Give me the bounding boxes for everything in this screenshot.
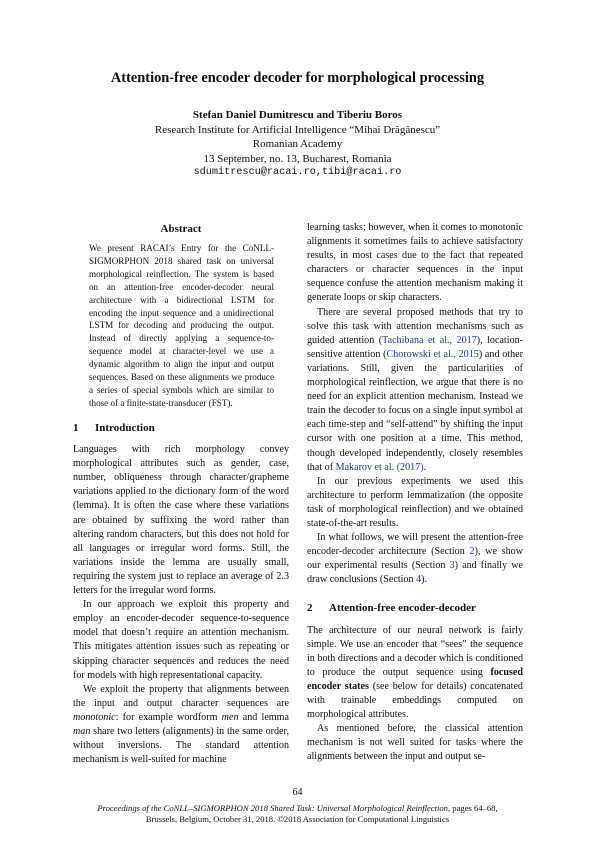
example-men: men xyxy=(221,711,239,723)
text-span: ). xyxy=(421,574,427,586)
abstract-heading: Abstract xyxy=(160,223,202,235)
text-span: We exploit the property that alignments between the input and output character sequences are xyxy=(73,683,289,709)
abstract-text: We present RACAI’s Entry for the CoNLL-SIGMORPHON 2018 shared task on universal morphological reinflection. The system is based on an attention-free encoder-decoder neural architecture with a bidirectional LSTM for encoding the input sequence and a unidirectional LSTM for decoding and producing the output. Instead of directly applying a sequence-to-sequence model at character-level we use a dynamic algorithm to align the input and output sequences. Based on these alignments we produce a series of special symbols which are similar to those of a finite-state-transducer (FST). xyxy=(89,243,274,408)
text-span: There are several proposed methods that try to solve this task with attention mechanisms such as guided attention ( xyxy=(307,306,523,346)
intro-paragraph-3 xyxy=(73,683,289,768)
intro-paragraph-4: learning tasks; however, when it comes to monotonic alignments it sometimes fails to achieve satisfactory results, in most cases due to the fact that repeated characters or character sequences in the input sequence confuse the attention mechanism making it generate loops or skip characters. xyxy=(307,222,523,304)
text-span: ), we show our experimental results (Section xyxy=(307,546,523,572)
section-heading-architecture xyxy=(307,601,523,615)
intro-paragraph-2: In our approach we exploit this property and employ an encoder-decoder sequence-to-sequence model that doesn’t require an attention mechanism. This mitigates attention issues such as repeating or skipping character sequences and reduces the need for models with high representational capacity. xyxy=(73,599,289,681)
intro-paragraph-7 xyxy=(307,531,523,587)
text-span: . xyxy=(423,461,427,473)
intro-paragraph-1: Languages with rich morphology convey morphological attributes such as gender, case, number, obliqueness through character/grapheme variations applied to the dictionary form of the word (lemma). It is often the case where these variations are obtained by suffixing the word rather than altering random characters, but this does not hold for all languages or irregular word forms. Still, the variations inside the lemma are usually small, requiring the system just to replace an average of 2.3 letters for the irregular word forms. xyxy=(73,444,289,597)
text-span: The architecture of our neural network is fairly simple. We use an encoder that “sees” the sequence in both directions and a decoder which is conditioned to produce the output sequence using xyxy=(307,624,523,678)
address: 13 September, no. 13, Bucharest, Romania xyxy=(203,152,392,165)
text-span: and lemma xyxy=(238,711,289,723)
organization: Romanian Academy xyxy=(252,138,343,150)
author-emails[interactable]: sdumitrescu@racai.ro,tibi@racai.ro xyxy=(193,167,402,178)
term-focused-encoder-states: focused encoder states xyxy=(307,666,523,692)
footer-line-1 xyxy=(0,803,595,814)
page-number: 64 xyxy=(292,787,303,798)
text-span: In what follows, we will present the attention-free encoder-decoder architecture (Section xyxy=(307,532,523,558)
affiliation: Research Institute for Artificial Intelligence “Mihai Drăgănescu” xyxy=(154,123,441,136)
left-column xyxy=(73,421,289,767)
text-span: ) and finally we draw conclusions (Section xyxy=(307,560,524,586)
section-title: Introduction xyxy=(95,422,155,434)
proceedings-footer xyxy=(0,803,595,825)
text-span: share two letters (alignments) in the same order, without inversions. The standard attention mechanism is well-suited for machine xyxy=(73,725,289,766)
text-span: ) and other variations. Still, given the particularities of morphological reinflection, we argue that there is no need for an explicit attention mechanism. Instead we train the decoder to focus on a single input symbol at each time-step and “self-attend” by shifting the input cursor with one position at a time. This method, though developed independently, closely resembles that of xyxy=(307,348,523,473)
citation-link[interactable]: Makarov et al. (2017) xyxy=(335,461,424,473)
section-ref-link[interactable]: 2 xyxy=(469,546,475,558)
text-span: : for example wordform xyxy=(115,711,222,723)
example-man: man xyxy=(73,725,91,737)
text-span: (see below for details) concatenated with trainable embeddings computed on morphological attributes. xyxy=(307,680,523,721)
term-monotonic: monotonic xyxy=(73,711,116,723)
footer-line-2: Brussels, Belgium, October 31, 2018. ©2018 Association for Computational Linguistics xyxy=(145,814,450,824)
section-ref-link[interactable]: 3 xyxy=(449,560,455,572)
citation-link[interactable]: Tachibana et al., 2017 xyxy=(382,334,477,346)
intro-paragraph-5 xyxy=(307,306,523,475)
footer-pages: , pages 64–68, xyxy=(447,803,498,813)
proceedings-name: Proceedings of the CoNLL–SIGMORPHON 2018 Shared Task: Universal Morphological Reinflection xyxy=(97,803,448,813)
section-number: 2 xyxy=(307,602,313,615)
author-block xyxy=(0,108,595,181)
right-column xyxy=(307,221,523,764)
section-title: Attention-free encoder-decoder xyxy=(329,602,476,615)
paper-title: Attention-free encoder decoder for morphological processing xyxy=(110,70,485,86)
citation-link[interactable]: Chorowski et al., 2015 xyxy=(386,348,479,360)
text-span: ), location-sensitive attention ( xyxy=(307,334,523,360)
section-heading-introduction xyxy=(73,421,289,435)
architecture-paragraph-2: As mentioned before, the classical attention mechanism is not well suited for tasks where the alignments between the input and output se- xyxy=(307,723,523,763)
architecture-paragraph-1 xyxy=(307,624,523,723)
intro-paragraph-6: In our previous experiments we used this architecture to perform lemmatization (the opposite task of morphological reinflection) and we obtained state-of-the-art results. xyxy=(307,475,523,529)
author-names: Stefan Daniel Dumitrescu and Tiberiu Boros xyxy=(192,109,403,121)
section-ref-link[interactable]: 4 xyxy=(416,574,422,586)
section-number: 1 xyxy=(73,422,79,434)
